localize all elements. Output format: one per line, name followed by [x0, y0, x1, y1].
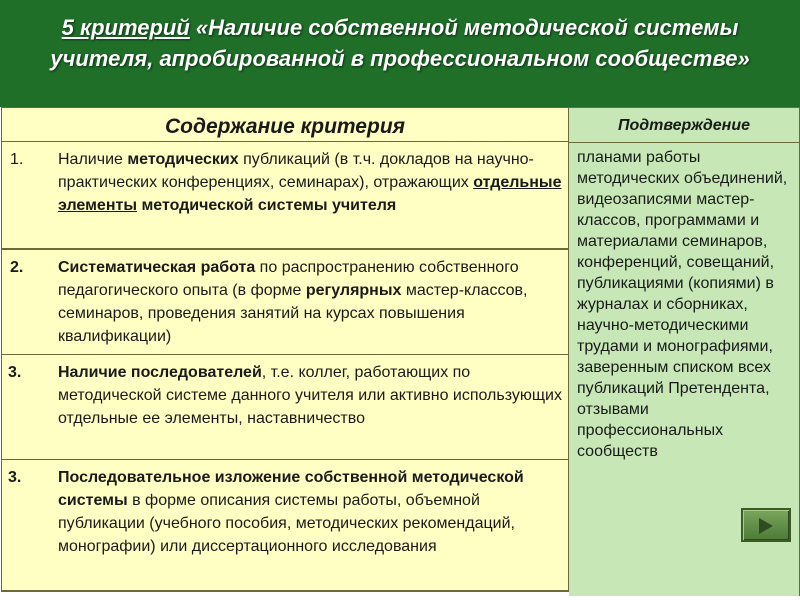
table-row	[1, 249, 569, 355]
slide-title	[20, 12, 780, 74]
confirmation-cell: планами работы методических объединений, видеозаписями мастер-классов, программами и материалами семинаров, конференций, совещаний, публикациями (копиями) в журналах и сборниках, научно-методическими трудами и монографиями, заверенным списком всех публикаций Претендента, отзывами профессиональных сообществ	[569, 142, 800, 596]
row-text-bold: методических	[127, 151, 239, 168]
row-text	[58, 256, 563, 348]
table-row	[1, 355, 569, 460]
row-text-part: , т.е. коллег, работающих по методической системе данного учителя или активно использующих отдельные ее элементы, наставничество	[58, 364, 562, 427]
criteria-table	[0, 107, 800, 597]
row-number: 3.	[8, 364, 22, 381]
column-header-confirmation: Подтверждение	[569, 107, 800, 142]
next-slide-button[interactable]	[741, 508, 791, 542]
row-text-bold: методической системы учителя	[141, 197, 397, 214]
row-text	[58, 466, 563, 558]
row-number: 2.	[10, 259, 24, 276]
row-text-underlined: отдельные элементы	[58, 174, 562, 214]
row-text-bold: Последовательное изложение собственной методической системы	[58, 469, 524, 509]
row-text-part: по распространению собственного педагогического опыта (в форме	[58, 259, 519, 299]
table-row	[1, 142, 569, 249]
title-criterion-number: 5 критерий	[61, 15, 190, 40]
row-text-part: публикаций (в т.ч. докладов на научно-практических конференциях, семинарах), отражающих	[58, 151, 534, 191]
row-text-part: в форме описания системы работы, объемной публикации (учебного пособия, методических рекомендаций, монографии) или диссертационного исследования	[58, 492, 515, 555]
row-text-bold: Систематическая работа	[58, 259, 256, 276]
table-row	[1, 460, 569, 592]
row-text-bold: регулярных	[305, 282, 402, 299]
row-number: 1.	[10, 151, 24, 168]
row-text	[58, 361, 563, 430]
title-criterion-text: «Наличие собственной методической системы учителя, апробированной в профессиональном сообществе»	[50, 15, 750, 71]
row-text	[58, 148, 563, 217]
row-text-part: мастер-классов, семинаров, проведения занятий на курсах повышения квалификации)	[58, 282, 528, 345]
slide-header	[0, 0, 800, 107]
next-arrow-icon	[759, 518, 773, 534]
column-header-content: Содержание критерия	[1, 107, 569, 142]
row-text-bold: Наличие последователей	[58, 364, 262, 381]
row-number: 3.	[8, 469, 22, 486]
row-text-part: Наличие	[58, 151, 128, 168]
